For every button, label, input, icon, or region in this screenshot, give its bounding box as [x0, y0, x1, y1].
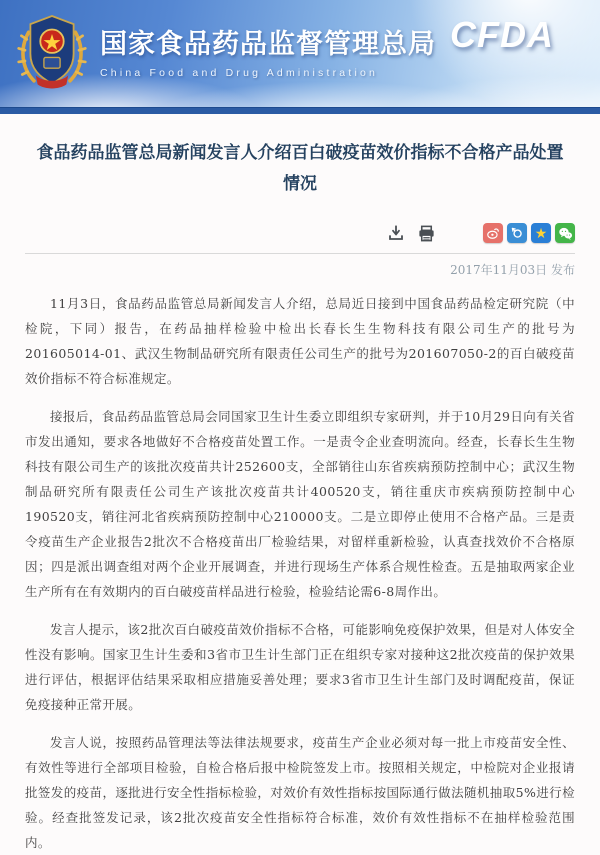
- header-divider-bar: [0, 107, 600, 114]
- article-container: [0, 138, 600, 855]
- header-banner: [0, 0, 600, 107]
- weibo-icon: [486, 226, 500, 240]
- print-button[interactable]: [415, 222, 437, 244]
- article-paragraph: 接报后，食品药品监管总局会同国家卫生计生委立即组织专家研判，并于10月29日向有关省市发出通知，要求各地做好不合格疫苗处置工作。一是责令企业查明流向。经查，长春长生生物科技有限公司生产的该批次疫苗共计252600支，全部销往山东省疾病预防控制中心；武汉生物制品研究所有限责任公司生产该批次疫苗共计400520支，销往重庆市疾病预防控制中心190520支，销往河北省疾病预防控制中心210000支。二是立即停止使用不合格产品。三是责令疫苗生产企业报告2批次不合格疫苗出厂检验结果，对留样重新检验，认真查找效价不合格原因；四是派出调查组对两个企业开展调查，并进行现场生产体系合规性检查。五是抽取两家企业生产所有在有效期内的百白破疫苗样品进行检验，检验结论需6-8周作出。: [25, 409, 575, 599]
- org-name-cn: 国家食品药品监督管理总局: [100, 29, 436, 59]
- article-paragraph: 11月3日，食品药品监管总局新闻发言人介绍，总局近日接到中国食品药品检定研究院（中检院，下同）报告，在药品抽样检验中检出长春长生生物科技有限公司生产的批号为201605014-01、武汉生物制品研究所有限责任公司生产的批号为201607050-2的百白破疫苗效价指标不符合标准规定。: [25, 296, 575, 386]
- share-wechat-button[interactable]: [555, 223, 575, 243]
- print-icon: [417, 224, 436, 243]
- cfda-emblem-icon: [16, 12, 88, 92]
- share-weibo-button[interactable]: [483, 223, 503, 243]
- org-name-block: [100, 25, 436, 79]
- tencent-weibo-icon: [510, 226, 524, 240]
- article-paragraph: 发言人说，按照药品管理法等法律法规要求，疫苗生产企业必须对每一批上市疫苗安全性、有效性等进行全部项目检验，自检合格后报中检院签发上市。按照相关规定，中检院对企业报请批签发的疫苗，逐批进行安全性指标检验，对效价有效性指标按国际通行做法随机抽取5%进行检验。经查批签发记录，该2批次疫苗安全性指标符合标准，效价有效性指标不在抽样检验范围内。: [25, 735, 575, 850]
- download-button[interactable]: [385, 222, 407, 244]
- download-icon: [387, 224, 405, 242]
- publish-label: 发布: [550, 263, 575, 277]
- publish-date: 2017年11月03日: [450, 263, 548, 277]
- share-buttons-group: [479, 223, 575, 243]
- article-toolbar: [25, 222, 575, 244]
- title-divider: [25, 253, 575, 254]
- qzone-star-icon: ★: [534, 225, 548, 241]
- article-paragraph: 发言人提示，该2批次百白破疫苗效价指标不合格，可能影响免疫保护效果，但是对人体安全性没有影响。国家卫生计生委和3省市卫生计生部门正在组织专家对接种这2批次疫苗的保护效果进行评估，根据评估结果采取相应措施妥善处理；要求3省市卫生计生部门及时调配疫苗，保证免疫接种正常开展。: [25, 622, 575, 712]
- share-qzone-button[interactable]: [531, 223, 551, 243]
- header-brand: [16, 12, 554, 92]
- publish-line: [25, 261, 575, 278]
- article-body: [25, 291, 575, 855]
- cfda-logotype: CFDA: [450, 14, 554, 55]
- share-tencent-weibo-button[interactable]: [507, 223, 527, 243]
- page-title: 食品药品监管总局新闻发言人介绍百白破疫苗效价指标不合格产品处置情况: [36, 143, 564, 194]
- org-name-en: China Food and Drug Administration: [100, 67, 379, 79]
- wechat-icon: [558, 226, 573, 241]
